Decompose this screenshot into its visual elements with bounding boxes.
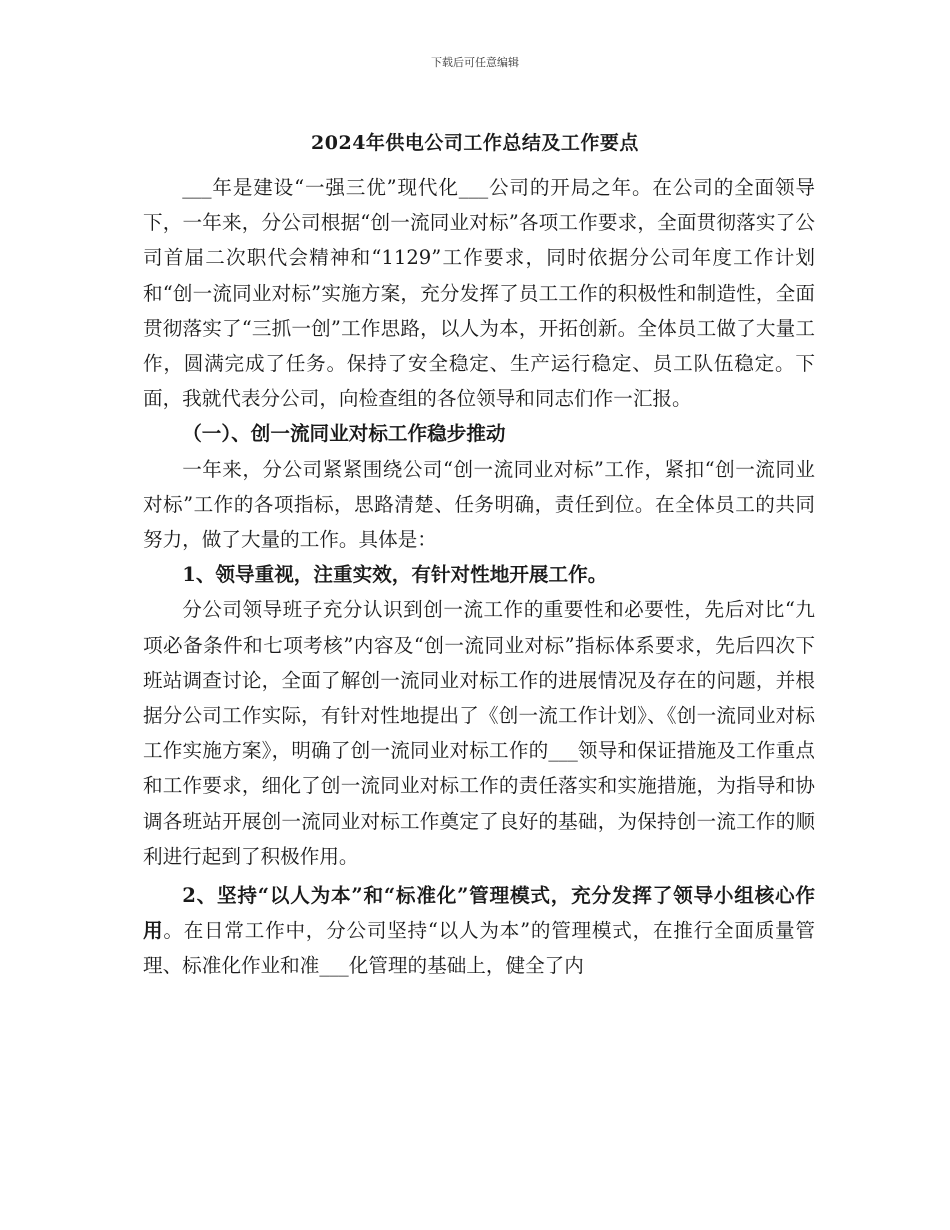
subheading-2: 2、坚持“以人为本”和“标准化”管理模式，充分发挥了领导小组核心作用	[143, 884, 815, 943]
paragraph-subsection-2	[143, 878, 815, 984]
subheading-1: 1、领导重视，注重实效，有针对性地开展工作。	[182, 563, 608, 587]
header-note: 下载后可任意编辑	[431, 56, 519, 69]
paragraph-subsection-2-text: 。在日常工作中，分公司坚持“以人为本”的管理模式，在推行全面质量管理、标准化作业和准___化管理的基础上，健全了内	[143, 919, 815, 978]
section-heading-1: （一）、创一流同业对标工作稳步推动	[182, 422, 506, 446]
paragraph-subsection-1: 分公司领导班子充分认识到创一流工作的重要性和必要性，先后对比“九项必备条件和七项考核”内容及“创一流同业对标”指标体系要求，先后四次下班站调查讨论，全面了解创一流同业对标工作的进展情况及存在的问题，并根据分公司工作实际，有针对性地提出了《创一流工作计划》、《创一流同业对标工作实施方案》，明确了创一流同业对标工作的___领导和保证措施及工作重点和工作要求，细化了创一流同业对标工作的责任落实和实施措施，为指导和协调各班站开展创一流同业对标工作奠定了良好的基础，为保持创一流工作的顺利进行起到了积极作用。	[143, 598, 815, 868]
document-title: 2024年供电公司工作总结及工作要点	[311, 132, 639, 154]
paragraph-intro: ___年是建设“一强三优”现代化___公司的开局之年。在公司的全面领导下，一年来，分公司根据“创一流同业对标”各项工作要求，全面贯彻落实了公司首届二次职代会精神和“1129”工作要求，同时依据分公司年度工作计划和“创一流同业对标”实施方案，充分发挥了员工工作的积极性和制造性，全面贯彻落实了“三抓一创”工作思路，以人为本，开拓创新。全体员工做了大量工作，圆满完成了任务。保持了安全稳定、生产运行稳定、员工队伍稳定。下面，我就代表分公司，向检查组的各位领导和同志们作一汇报。	[143, 176, 815, 411]
paragraph-section-1: 一年来，分公司紧紧围绕公司“创一流同业对标”工作，紧扣“创一流同业对标”工作的各项指标，思路清楚、任务明确，责任到位。在全体员工的共同努力，做了大量的工作。具体是：	[143, 457, 815, 552]
document-body	[143, 170, 815, 984]
